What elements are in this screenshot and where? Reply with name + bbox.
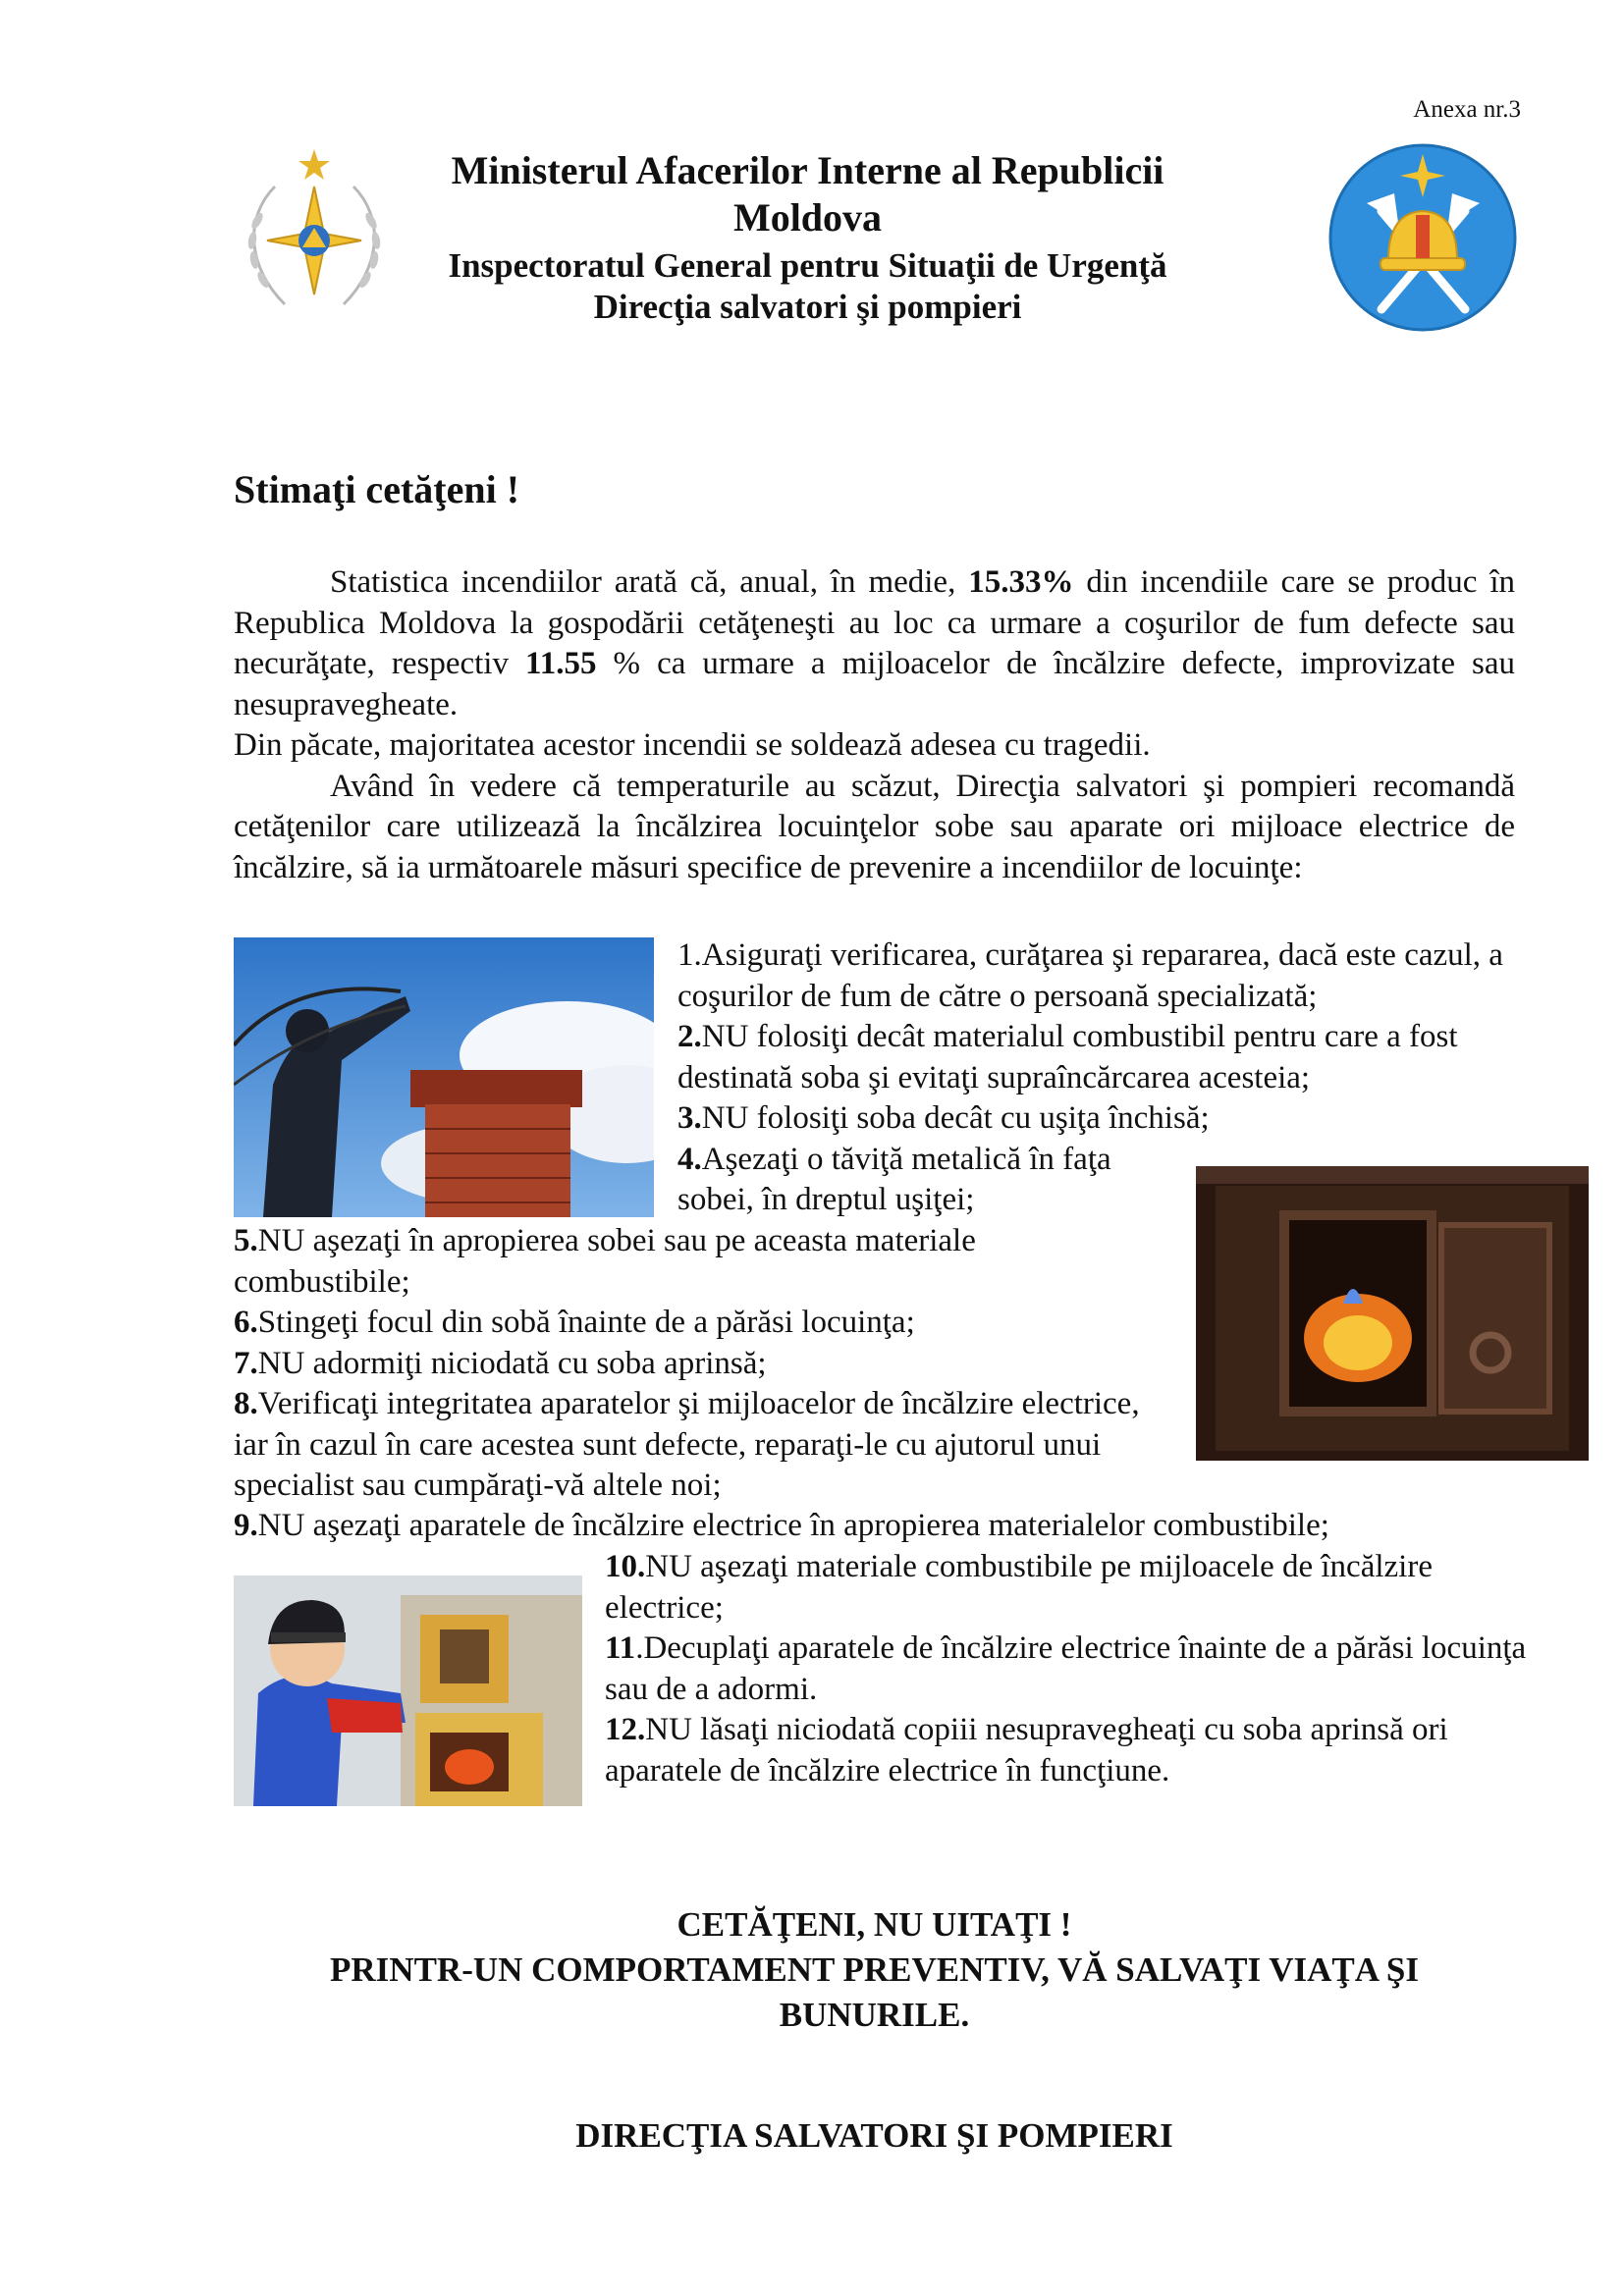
measure-number: 8.	[234, 1386, 258, 1421]
measure-number: 11	[605, 1630, 636, 1666]
stove-fire-photo	[1196, 1166, 1589, 1461]
intro-text-a: Statistica incendiilor arată că, anual, în medie,	[330, 564, 969, 600]
measure-number: 7.	[234, 1345, 258, 1381]
measure-text: NU aşezaţi materiale combustibile pe mijloacele de încălzire electrice;	[605, 1549, 1433, 1626]
measures-block-2	[234, 1221, 1147, 1507]
measure-number: 5.	[234, 1223, 258, 1258]
footer-call	[234, 1902, 1515, 2038]
measure-item	[234, 1221, 1147, 1303]
measure-number: 4.	[677, 1141, 702, 1177]
chimney-sweep-photo	[234, 937, 654, 1217]
measure-item	[605, 1710, 1528, 1791]
measure-item	[677, 1098, 1522, 1140]
measure-item	[605, 1629, 1528, 1710]
intro-text-b: din incendiile care se produc în Republica Moldova la gospodării cetăţeneşti au loc ca urmare a coşurilor de fum defecte sau necurăţate, respectiv	[234, 564, 1515, 681]
footer-line-2: PRINTR-UN COMPORTAMENT PREVENTIV, VĂ SALVAŢI VIAŢA ŞI BUNURILE.	[330, 1950, 1419, 2034]
measure-number: 1.	[677, 937, 702, 973]
directorate-title: Direcţia salvatori şi pompieri	[593, 288, 1022, 326]
intro-text-c: % ca urmare a mijloacelor de încălzire defecte, improvizate sau nesupravegheate.	[234, 646, 1516, 722]
measure-text: NU aşezaţi aparatele de încălzire electrice în apropierea materialelor combustibile;	[257, 1508, 1329, 1543]
measure-text: Stingeţi focul din sobă înainte de a părăsi locuinţa;	[257, 1305, 915, 1340]
measure-text: Aşezaţi o tăviţă metalică în faţa sobei, în dreptul uşiţei;	[677, 1141, 1111, 1217]
heating-fire-percent: 11.55	[525, 646, 597, 681]
intro-paragraph-2: Din păcate, majoritatea acestor incendii se soldează adesea cu tragedii.	[234, 727, 1151, 763]
annex-number: Anexa nr.3	[1413, 96, 1521, 123]
emergency-emblem-icon	[236, 147, 393, 324]
measure-text: Verificaţi integritatea aparatelor şi mijloacelor de încălzire electrice, iar în cazul în care acestea sunt defecte, reparaţi-le cu ajutorul unui specialist sau cumpăraţi-vă altele noi;	[234, 1386, 1140, 1503]
intro-paragraph-1	[234, 562, 1515, 725]
measure-item	[234, 1344, 1147, 1385]
measure-text: NU aşezaţi în apropierea sobei sau pe aceasta materiale combustibile;	[234, 1223, 976, 1300]
measure-number: 9.	[234, 1508, 258, 1543]
measure-number: 6.	[234, 1305, 258, 1340]
measure-item	[605, 1547, 1528, 1629]
measure-text: .Decuplaţi aparatele de încălzire electrice înainte de a părăsi locuinţa sau de a adormi.	[605, 1630, 1527, 1707]
measure-item	[677, 935, 1522, 1017]
measure-item	[677, 1017, 1522, 1098]
measure-item	[234, 1384, 1147, 1507]
measure-item	[677, 1140, 1168, 1221]
child-at-stove-photo	[234, 1575, 582, 1806]
measures-block-3	[605, 1547, 1528, 1791]
inspectorate-title: Inspectoratul General pentru Situaţii de Urgenţă	[448, 246, 1167, 285]
intro-paragraph-3: Având în vedere că temperaturile au scăzut, Direcţia salvatori şi pompieri recomandă cetăţenilor care utilizează la încălzirea locuinţelor sobe sau aparate ori mijloace electrice de încălzire, să ia următoarele măsuri specifice de prevenire a incendiilor de locuinţe:	[234, 768, 1515, 885]
measure-text: NU folosiţi soba decât cu uşiţa închisă;	[701, 1100, 1210, 1136]
footer-line-1: CETĂŢENI, NU UITAŢI !	[677, 1905, 1072, 1944]
greeting: Stimaţi cetăţeni !	[234, 467, 520, 511]
measure-number: 12.	[605, 1712, 646, 1747]
intro-text	[234, 562, 1515, 888]
measure-item	[234, 1303, 1147, 1344]
chimney-fire-percent: 15.33%	[968, 564, 1074, 600]
measure-text: NU lăsaţi niciodată copiii nesupravegheaţi cu soba aprinsă ori aparatele de încălzire electrice în funcţiune.	[605, 1712, 1448, 1789]
measure-text: NU folosiţi decât materialul combustibil pentru care a fost destinată soba şi evitaţi supraîncărcarea acesteia;	[677, 1019, 1458, 1095]
measure-item	[234, 1506, 1530, 1547]
measure-number: 2.	[677, 1019, 702, 1054]
measure-text: Asiguraţi verificarea, curăţarea şi repararea, dacă este cazul, a coşurilor de fum de către o persoană specializată;	[677, 937, 1503, 1014]
measure-number: 3.	[677, 1100, 702, 1136]
measure-number: 10.	[605, 1549, 646, 1584]
fire-rescue-emblem-icon	[1327, 142, 1519, 334]
ministry-title: Ministerul Afacerilor Interne al Republicii Moldova	[451, 148, 1164, 240]
footer-signature: DIRECŢIA SALVATORI ŞI POMPIERI	[575, 2116, 1173, 2155]
measure-text: NU adormiţi niciodată cu soba aprinsă;	[257, 1345, 767, 1381]
